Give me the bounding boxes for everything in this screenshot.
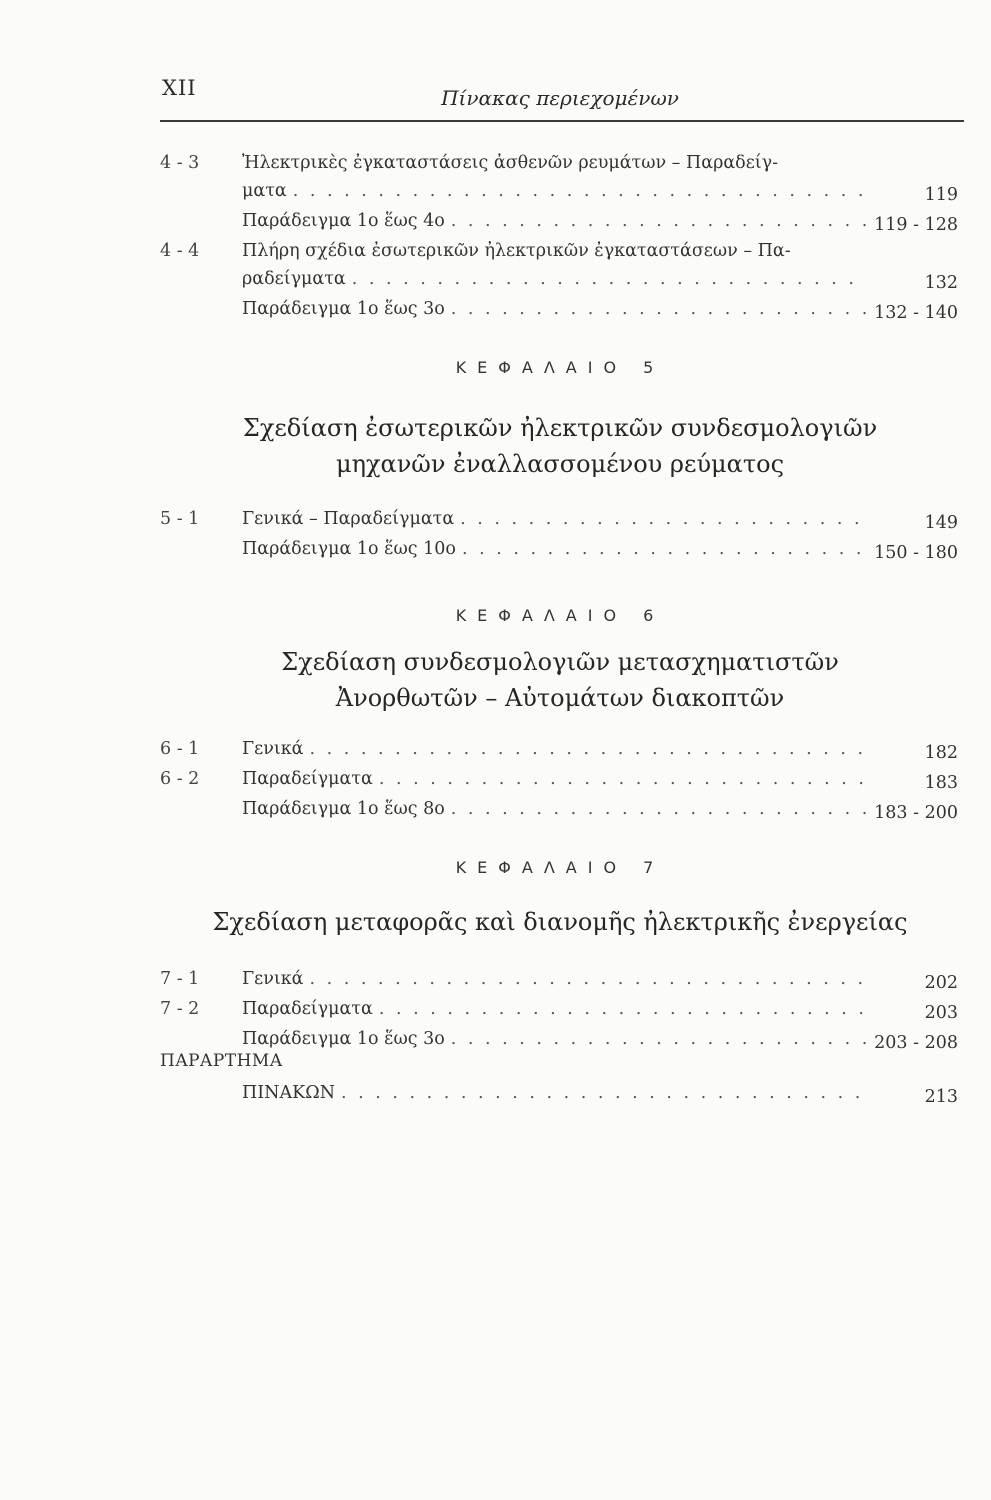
- toc-entry-page: 182: [924, 743, 958, 763]
- toc-entry: [160, 534, 960, 564]
- toc-entry-page: 203 - 208: [874, 1033, 958, 1053]
- dot-leader: [379, 994, 872, 1024]
- toc-entry: [160, 294, 960, 324]
- toc-entry: [160, 1024, 960, 1054]
- toc-entry: [160, 236, 960, 266]
- toc-entry-page: 203: [924, 1003, 958, 1023]
- page-number: XII: [162, 76, 197, 100]
- chapter-title: Σχεδίαση μεταφορᾶς καὶ διανομῆς ἠλεκτρικῆς ἐνεργείας: [212, 908, 908, 936]
- toc-entry-page: 213: [924, 1087, 958, 1107]
- dot-leader: [451, 794, 872, 824]
- toc-entry-page: 119: [924, 185, 958, 205]
- toc-entry-title: Γενικά: [242, 969, 304, 989]
- toc-entry-title: Παραδείγματα: [242, 769, 373, 789]
- toc-entry-title: Παράδειγμα 1ο ἕως 8ο: [242, 799, 445, 819]
- toc-entry-page: 149: [924, 513, 958, 533]
- toc-entry-title: Πλήρη σχέδια ἐσωτερικῶν ἠλεκτρικῶν ἐγκαταστάσεων – Πα-: [242, 241, 791, 261]
- appendix-label: ΠΑΡΑΡΤΗΜΑ: [160, 1051, 283, 1071]
- toc-entry-title: Γενικά: [242, 739, 304, 759]
- toc-entry-title: ΠΙΝΑΚΩΝ: [242, 1083, 336, 1103]
- chapter-title: Σχεδίαση συνδεσμολογιῶν μετασχηματιστῶν: [281, 648, 839, 676]
- toc-entry: [160, 994, 960, 1024]
- toc-entry-page: 119 - 128: [874, 215, 958, 235]
- toc-entry-number: 6 - 2: [160, 769, 200, 789]
- toc-entry-title: Παράδειγμα 1ο ἕως 10ο: [242, 539, 456, 559]
- chapter-title-line2: Ἀνορθωτῶν – Αὐτομάτων διακοπτῶν: [335, 684, 785, 712]
- dot-leader: [379, 764, 872, 794]
- toc-entry-title: Γενικά – Παραδείγματα: [242, 509, 455, 529]
- dot-leader: [451, 294, 872, 324]
- toc-entry: [160, 964, 960, 994]
- toc-entry-number: 7 - 1: [160, 969, 200, 989]
- toc-entry: [160, 1078, 960, 1108]
- chapter-title: Σχεδίαση ἐσωτερικῶν ἠλεκτρικῶν συνδεσμολογιῶν: [242, 414, 878, 442]
- toc-entry: [160, 504, 960, 534]
- toc-entry-page: 132: [924, 273, 958, 293]
- dot-leader: [460, 504, 872, 534]
- toc-entry: [160, 734, 960, 764]
- toc-entry: [160, 764, 960, 794]
- dot-leader: [352, 264, 862, 294]
- toc-entry-continuation: [160, 264, 960, 294]
- toc-entry-page: 183: [924, 773, 958, 793]
- toc-entry-title-cont: ματα: [242, 181, 287, 201]
- chapter-label: ΚΕΦΑΛΑΙΟ 7: [455, 858, 665, 877]
- chapter-label: ΚΕΦΑΛΑΙΟ 6: [455, 606, 665, 625]
- running-title: Πίνακας περιεχομένων: [441, 86, 679, 110]
- toc-entry-page: 132 - 140: [874, 303, 958, 323]
- chapter-label: ΚΕΦΑΛΑΙΟ 5: [455, 358, 665, 377]
- toc-entry-title: Παραδείγματα: [242, 999, 373, 1019]
- header-rule: [160, 120, 964, 122]
- toc-entry-number: 4 - 4: [160, 241, 200, 261]
- chapter-title-line2: μηχανῶν ἐναλλασσομένου ρεύματος: [335, 450, 785, 478]
- dot-leader: [462, 534, 872, 564]
- toc-entry-title: Παράδειγμα 1ο ἕως 4ο: [242, 211, 445, 231]
- dot-leader: [293, 176, 862, 206]
- toc-entry-number: 5 - 1: [160, 509, 200, 529]
- toc-entry: [160, 794, 960, 824]
- toc-entry-title-cont: ραδείγματα: [242, 269, 346, 289]
- toc-entry-page: 202: [924, 973, 958, 993]
- toc-entry-number: 6 - 1: [160, 739, 200, 759]
- dot-leader: [309, 964, 872, 994]
- toc-entry-title: Ἠλεκτρικὲς ἐγκαταστάσεις ἀσθενῶν ρευμάτων – Παραδείγ-: [242, 153, 779, 173]
- toc-entry: [160, 206, 960, 236]
- toc-entry-number: 7 - 2: [160, 999, 200, 1019]
- toc-entry-page: 183 - 200: [874, 803, 958, 823]
- toc-entry-title: Παράδειγμα 1ο ἕως 3ο: [242, 299, 445, 319]
- toc-entry-continuation: [160, 176, 960, 206]
- dot-leader: [341, 1078, 872, 1108]
- toc-entry: [160, 148, 960, 178]
- toc-entry-number: 4 - 3: [160, 153, 200, 173]
- toc-entry-title: Παράδειγμα 1ο ἕως 3ο: [242, 1029, 445, 1049]
- dot-leader: [451, 206, 872, 236]
- dot-leader: [309, 734, 872, 764]
- dot-leader: [451, 1024, 872, 1054]
- toc-entry-page: 150 - 180: [874, 543, 958, 563]
